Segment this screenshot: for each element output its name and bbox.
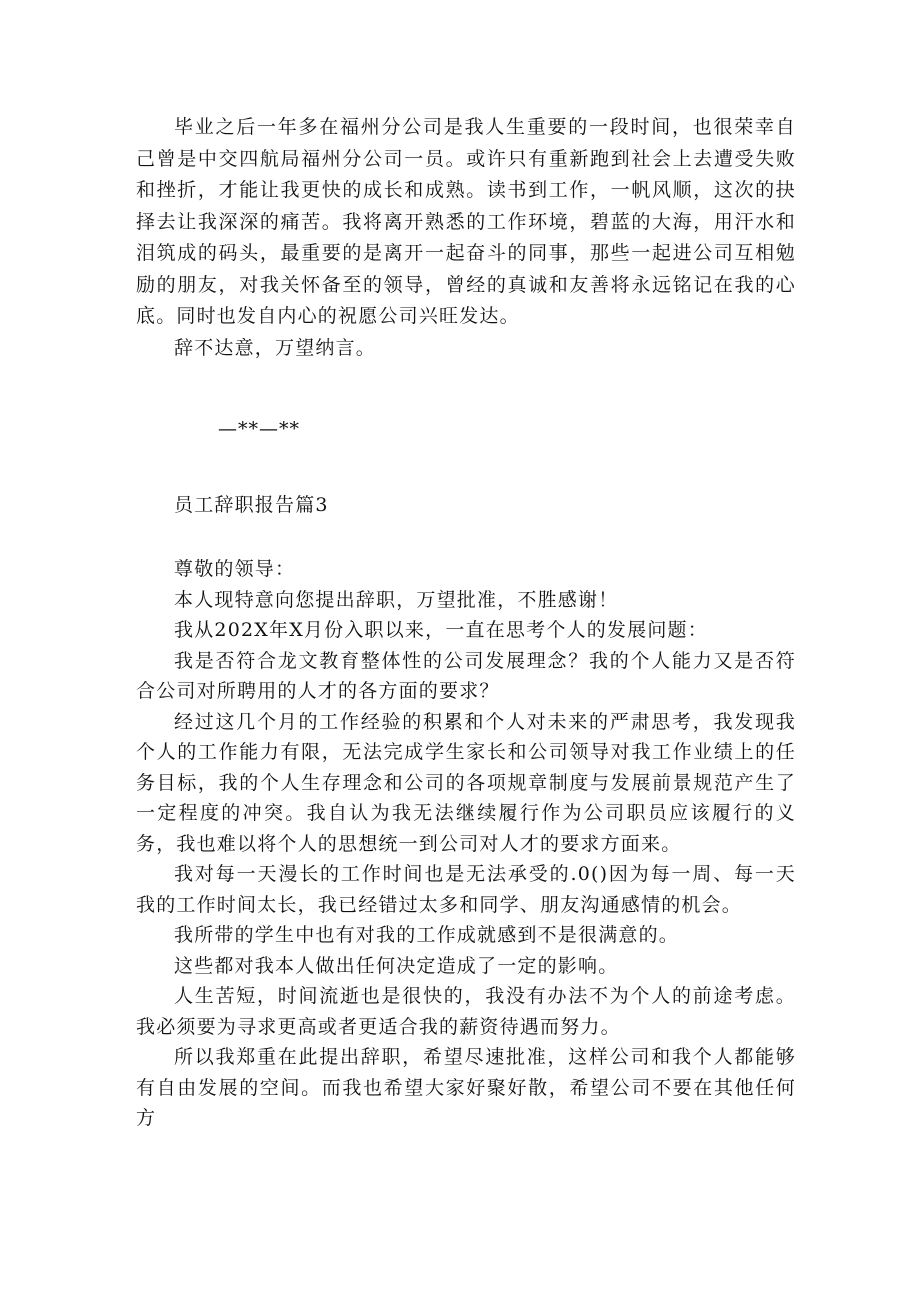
letter-closing-section (136, 112, 796, 364)
letter-greeting: 尊敬的领导： (174, 558, 296, 580)
signature: —**—** (218, 418, 300, 440)
letter-paragraph: 我对每一天漫长的工作时间也是无法承受的.0()因为每一周、每一天我的工作时间太长，我已经错过太多和同学、朋友沟通感情的机会。 (136, 863, 796, 916)
closing-paragraph: 毕业之后一年多在福州分公司是我人生重要的一段时间，也很荣幸自己曾是中交四航局福州分公司一员。或许只有重新跑到社会上去遭受失败和挫折，才能让我更快的成长和成熟。读书到工作，一帆风顺，这次的抉择去让我深深的痛苦。我将离开熟悉的工作环境，碧蓝的大海，用汗水和泪筑成的码头，最重要的是离开一起奋斗的同事，那些一起进公司互相勉励的朋友，对我关怀备至的领导，曾经的真诚和友善将永远铭记在我的心底。同时也发自内心的祝愿公司兴旺发达。 (136, 116, 796, 327)
section-heading: 员工辞职报告篇3 (174, 494, 329, 516)
closing-remark: 辞不达意，万望纳言。 (174, 336, 377, 359)
letter-paragraph: 人生苦短，时间流逝也是很快的，我没有办法不为个人的前途考虑。我必须要为寻求更高或者更适合我的薪资待遇而努力。 (136, 985, 796, 1038)
letter-paragraph: 经过这几个月的工作经验的积累和个人对未来的严肃思考，我发现我个人的工作能力有限，无法完成学生家长和公司领导对我工作业绩上的任务目标，我的个人生存理念和公司的各项规章制度与发展前景规范产生了一定程度的冲突。我自认为我无法继续履行作为公司职员应该履行的义务，我也难以将个人的思想统一到公司对人才的要求方面来。 (136, 710, 796, 855)
letter-paragraph: 这些都对我本人做出任何决定造成了一定的影响。 (174, 954, 619, 977)
resignation-letter-body (136, 554, 796, 1134)
letter-paragraph: 我所带的学生中也有对我的工作成就感到不是很满意的。 (174, 924, 680, 946)
letter-paragraph: 我是否符合龙文教育整体性的公司发展理念？我的个人能力又是否符合公司对所聘用的人才的各方面的要求？ (136, 649, 796, 702)
letter-paragraph: 所以我郑重在此提出辞职，希望尽速批准，这样公司和我个人都能够有自由发展的空间。而我也希望大家好聚好散，希望公司不要在其他任何方 (136, 1046, 796, 1129)
letter-paragraph: 本人现特意向您提出辞职，万望批准，不胜感谢！ (174, 588, 619, 611)
letter-paragraph: 我从202X年X月份入职以来，一直在思考个人的发展问题： (174, 619, 708, 641)
